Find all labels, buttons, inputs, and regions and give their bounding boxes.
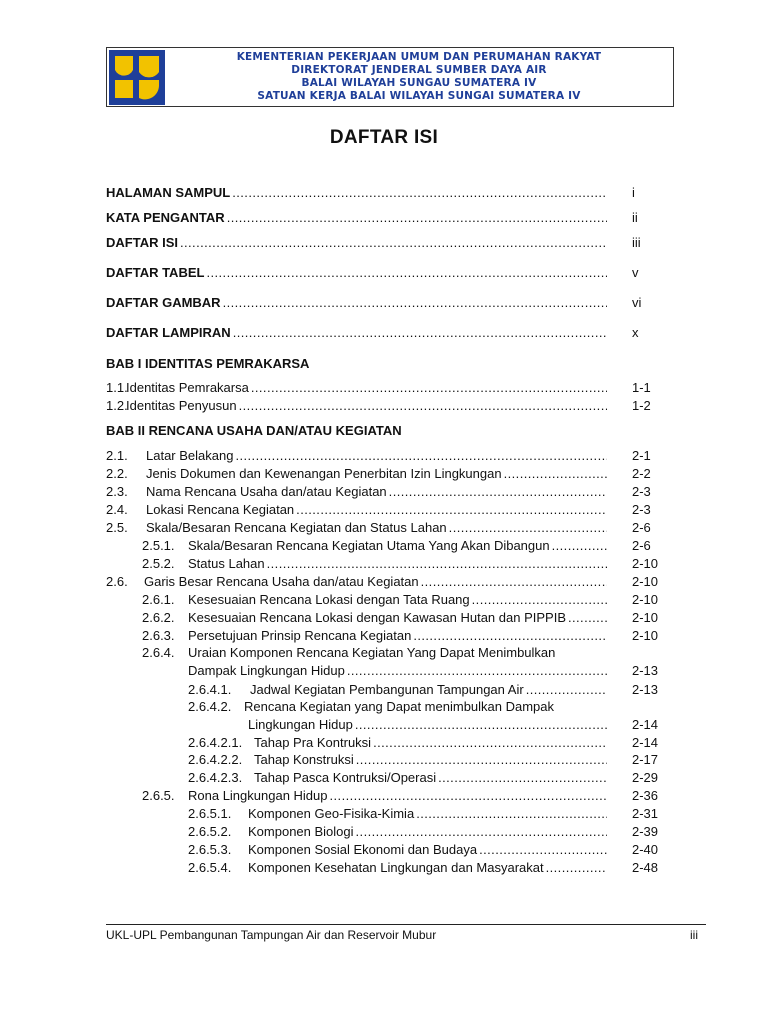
toc-page: 2-10 <box>632 556 659 571</box>
toc-label: Kesesuaian Rencana Lokasi dengan Kawasan Hutan dan PIPPIB <box>188 610 566 625</box>
toc-number: 2.6. <box>106 574 128 589</box>
toc-label: Nama Rencana Usaha dan/atau Kegiatan <box>146 484 387 499</box>
toc-number: 2.5. <box>106 520 128 535</box>
toc-number: 2.6.1. <box>142 592 175 607</box>
toc-page: 2-31 <box>632 806 659 821</box>
toc-number: 2.5.2. <box>142 556 175 571</box>
toc-entry[interactable] <box>248 717 682 735</box>
toc-page: 2-14 <box>632 717 659 732</box>
toc-number: 2.6.5.4. <box>188 860 232 875</box>
toc-number: 2.6.4.1. <box>188 682 232 697</box>
toc-number: 2.5.1. <box>142 538 175 553</box>
toc-entry[interactable] <box>106 398 682 416</box>
institution-line-2: DIREKTORAT JENDERAL SUMBER DAYA AIR <box>291 64 547 76</box>
dot-leader <box>330 788 608 803</box>
dot-leader <box>413 628 607 643</box>
toc-number: 2.6.4.2.3. <box>188 770 243 785</box>
toc-label: Uraian Komponen Rencana Kegiatan Yang Dapat Menimbulkan <box>188 645 556 660</box>
toc-page: v <box>632 265 639 280</box>
toc-label: HALAMAN SAMPUL <box>106 185 231 200</box>
toc-page: iii <box>632 235 641 250</box>
dot-leader <box>180 235 607 250</box>
toc-page: ii <box>632 210 638 225</box>
dot-leader <box>568 610 607 625</box>
toc-label: DAFTAR GAMBAR <box>106 295 221 310</box>
toc-entry[interactable] <box>106 295 682 313</box>
toc-entry[interactable] <box>106 556 682 574</box>
dot-leader <box>356 824 607 839</box>
toc-label: Komponen Kesehatan Lingkungan dan Masyarakat <box>248 860 544 875</box>
toc-entry[interactable] <box>106 466 682 484</box>
dot-leader <box>235 448 607 463</box>
toc-number: 2.6.4.2. <box>188 699 232 714</box>
dot-leader <box>546 860 607 875</box>
toc-entry-first-line[interactable] <box>106 699 682 717</box>
toc-label: Persetujuan Prinsip Rencana Kegiatan <box>188 628 412 643</box>
toc-page: 2-17 <box>632 752 659 767</box>
toc-number: 2.6.4. <box>142 645 175 660</box>
toc-label: Skala/Besaran Rencana Kegiatan Utama Yang Akan Dibangun <box>188 538 550 553</box>
footer-document-title: UKL-UPL Pembangunan Tampungan Air dan Reservoir Mubur <box>106 928 437 942</box>
toc-entry[interactable] <box>106 824 682 842</box>
toc-label-continued: Dampak Lingkungan Hidup <box>188 663 345 678</box>
toc-entry[interactable] <box>106 628 682 646</box>
dot-leader <box>347 663 607 678</box>
toc-label: DAFTAR TABEL <box>106 265 205 280</box>
institution-line-1: KEMENTERIAN PEKERJAAN UMUM DAN PERUMAHAN RAKYAT <box>236 51 602 63</box>
toc-entry-first-line[interactable] <box>106 645 682 663</box>
footer-page-number: iii <box>690 928 698 942</box>
toc-page: 2-3 <box>632 484 651 499</box>
dot-leader <box>479 842 607 857</box>
toc-label: Identitas Penyusun <box>126 398 237 413</box>
toc-label: DAFTAR LAMPIRAN <box>106 325 231 340</box>
toc-number: 2.6.4.2.1. <box>188 735 243 750</box>
dot-leader <box>233 325 607 340</box>
toc-entry[interactable] <box>106 806 682 824</box>
toc-page: 2-36 <box>632 788 659 803</box>
toc-number: 2.6.5. <box>142 788 175 803</box>
toc-entry[interactable] <box>106 448 682 466</box>
toc-label: Latar Belakang <box>146 448 234 463</box>
dot-leader <box>206 265 607 280</box>
toc-page: i <box>632 185 635 200</box>
pu-logo-icon <box>109 50 165 105</box>
toc-entry[interactable] <box>106 538 682 556</box>
toc-label: Kesesuaian Rencana Lokasi dengan Tata Ruang <box>188 592 470 607</box>
dot-leader <box>296 502 607 517</box>
dot-leader <box>416 806 607 821</box>
toc-label: Status Lahan <box>188 556 265 571</box>
toc-page: 2-10 <box>632 592 659 607</box>
dot-leader <box>504 466 607 481</box>
toc-entry[interactable] <box>106 574 682 592</box>
toc-entry[interactable] <box>106 502 682 520</box>
toc-entry[interactable] <box>106 592 682 610</box>
toc-label: Komponen Geo-Fisika-Kimia <box>248 806 415 821</box>
toc-page: 2-10 <box>632 574 659 589</box>
dot-leader <box>421 574 607 589</box>
toc-label: DAFTAR ISI <box>106 235 178 250</box>
page-title: DAFTAR ISI <box>329 127 439 148</box>
toc-entry[interactable] <box>106 860 682 878</box>
dot-leader <box>449 520 607 535</box>
toc-label: Komponen Biologi <box>248 824 354 839</box>
toc-number: 2.6.5.2. <box>188 824 232 839</box>
toc-page: 2-3 <box>632 502 651 517</box>
toc-number: 2.6.3. <box>142 628 175 643</box>
toc-label: Skala/Besaran Rencana Kegiatan dan Status Lahan <box>146 520 447 535</box>
toc-number: 1.1. <box>106 380 128 395</box>
dot-leader <box>239 398 607 413</box>
toc-entry[interactable] <box>106 235 682 253</box>
letterhead <box>106 47 674 107</box>
toc-page: 2-2 <box>632 466 651 481</box>
toc-label: Identitas Pemrakarsa <box>126 380 249 395</box>
dot-leader <box>251 380 607 395</box>
toc-page: 2-40 <box>632 842 659 857</box>
toc-label: Rencana Kegiatan yang Dapat menimbulkan Dampak <box>244 699 555 714</box>
toc-entry[interactable] <box>106 770 682 788</box>
toc-entry[interactable] <box>106 185 682 203</box>
toc-label: Garis Besar Rencana Usaha dan/atau Kegiatan <box>144 574 419 589</box>
dot-leader <box>552 538 607 553</box>
dot-leader <box>227 210 607 225</box>
toc-number: 1.2. <box>106 398 128 413</box>
dot-leader <box>232 185 607 200</box>
toc-number: 2.6.2. <box>142 610 175 625</box>
institution-line-3: BALAI WILAYAH SUNGAU SUMATERA IV <box>301 77 537 89</box>
toc-page: x <box>632 325 639 340</box>
footer-divider <box>106 924 706 925</box>
dot-leader <box>472 592 607 607</box>
chapter-heading: BAB I IDENTITAS PEMRAKARSA <box>106 356 310 371</box>
toc-entry[interactable] <box>106 325 682 343</box>
dot-leader <box>223 295 607 310</box>
toc-entry[interactable] <box>106 265 682 283</box>
toc-number: 2.3. <box>106 484 128 499</box>
dot-leader <box>373 735 607 750</box>
toc-number: 2.6.5.1. <box>188 806 232 821</box>
toc-page: 2-6 <box>632 520 651 535</box>
toc-label: Jadwal Kegiatan Pembangunan Tampungan Air <box>250 682 524 697</box>
toc-label: Komponen Sosial Ekonomi dan Budaya <box>248 842 478 857</box>
dot-leader <box>267 556 607 571</box>
toc-label: Jenis Dokumen dan Kewenangan Penerbitan Izin Lingkungan <box>146 466 502 481</box>
toc-entry[interactable] <box>106 788 682 806</box>
toc-label: Tahap Pra Kontruksi <box>254 735 372 750</box>
toc-number: 2.6.5.3. <box>188 842 232 857</box>
toc-entry[interactable] <box>106 520 682 538</box>
toc-page: 2-29 <box>632 770 659 785</box>
toc-page: 2-39 <box>632 824 659 839</box>
toc-page: 2-6 <box>632 538 651 553</box>
toc-number: 2.1. <box>106 448 128 463</box>
institution-name <box>169 51 669 103</box>
toc-number: 2.6.4.2.2. <box>188 752 243 767</box>
dot-leader <box>356 752 607 767</box>
toc-entry[interactable] <box>106 682 682 700</box>
toc-page: 1-2 <box>632 398 651 413</box>
toc-number: 2.4. <box>106 502 128 517</box>
toc-page: 2-10 <box>632 610 659 625</box>
dot-leader <box>438 770 607 785</box>
toc-label: Rona Lingkungan Hidup <box>188 788 328 803</box>
toc-entry[interactable] <box>106 610 682 628</box>
toc-entry[interactable] <box>106 752 682 770</box>
toc-entry[interactable] <box>106 484 682 502</box>
chapter-heading: BAB II RENCANA USAHA DAN/ATAU KEGIATAN <box>106 423 402 438</box>
toc-page: 2-48 <box>632 860 659 875</box>
toc-label: Tahap Pasca Kontruksi/Operasi <box>254 770 437 785</box>
toc-page: 2-10 <box>632 628 659 643</box>
institution-line-4: SATUAN KERJA BALAI WILAYAH SUNGAI SUMATERA IV <box>257 90 581 102</box>
toc-page: 2-14 <box>632 735 659 750</box>
toc-page: 2-1 <box>632 448 651 463</box>
dot-leader <box>355 717 607 732</box>
toc-label: KATA PENGANTAR <box>106 210 225 225</box>
dot-leader <box>526 682 607 697</box>
toc-page: 1-1 <box>632 380 651 395</box>
toc-entry[interactable] <box>106 735 682 753</box>
toc-page: vi <box>632 295 642 310</box>
toc-label-continued: Lingkungan Hidup <box>248 717 353 732</box>
toc-entry[interactable] <box>106 210 682 228</box>
dot-leader <box>389 484 607 499</box>
toc-entry[interactable] <box>188 663 682 681</box>
toc-label: Tahap Konstruksi <box>254 752 354 767</box>
toc-page: 2-13 <box>632 682 659 697</box>
toc-page: 2-13 <box>632 663 659 678</box>
toc-entry[interactable] <box>106 380 682 398</box>
toc-number: 2.2. <box>106 466 128 481</box>
toc-label: Lokasi Rencana Kegiatan <box>146 502 295 517</box>
toc-entry[interactable] <box>106 842 682 860</box>
